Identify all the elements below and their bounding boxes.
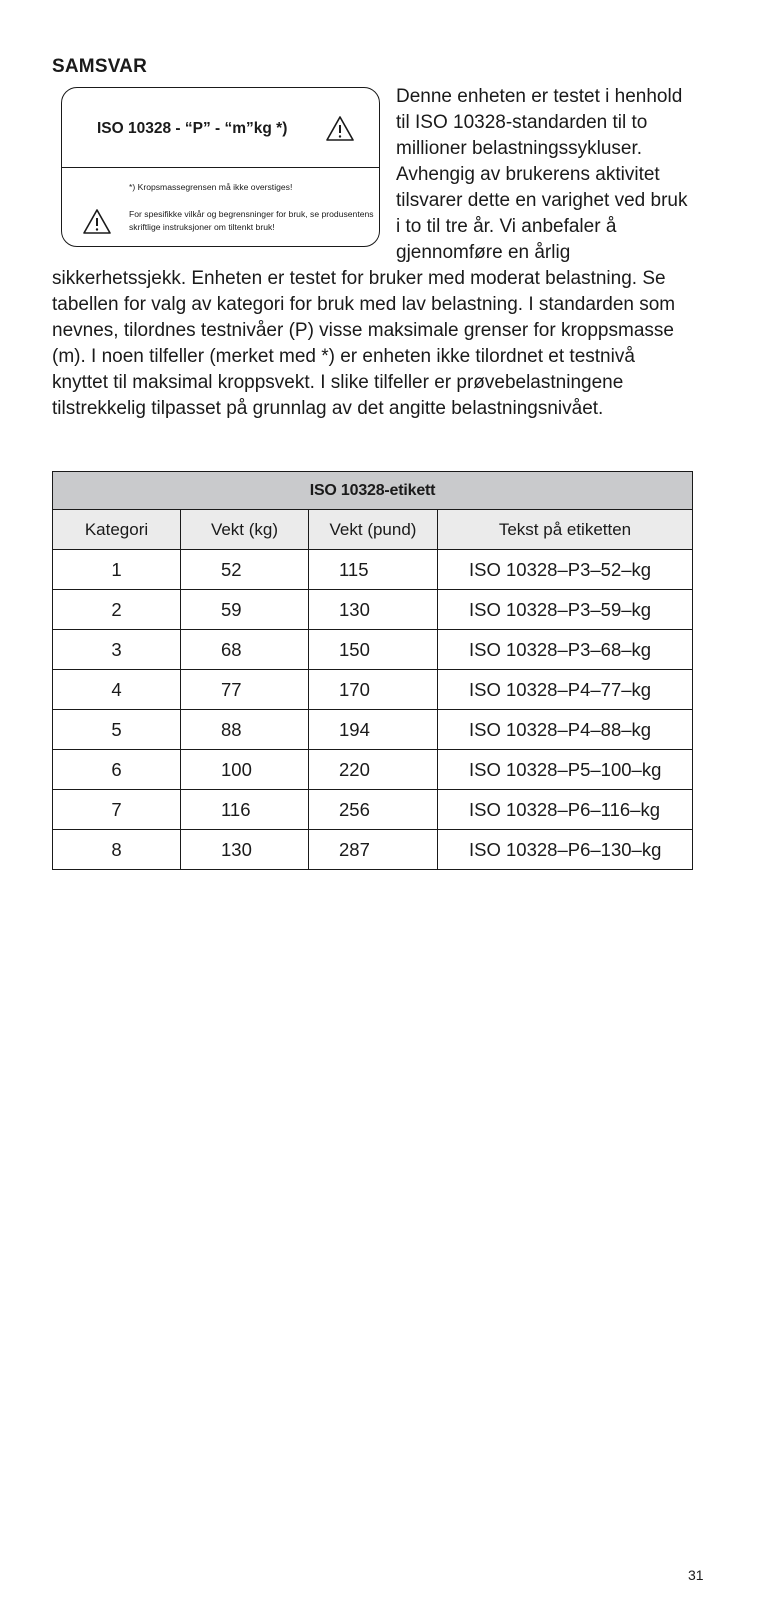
cell-weight-lb: 115 [309,550,438,590]
label-title: ISO 10328 - “P” - “m”kg *) [97,120,288,137]
iso-label-table [52,471,693,870]
cell-weight-kg: 116 [181,790,309,830]
cell-weight-kg: 130 [181,830,309,870]
cell-weight-kg: 88 [181,710,309,750]
cell-weight-lb: 150 [309,630,438,670]
cell-weight-lb: 130 [309,590,438,630]
label-note: *) Kropsmassegrensen må ikke overstiges! [129,182,293,192]
cell-label-text: ISO 10328–P3–52–kg [438,550,693,590]
cell-label-text: ISO 10328–P4–77–kg [438,670,693,710]
body-paragraph-text: Denne enheten er testet i henhold til ISO 10328-standarden til to millioner belastningssykluser. Avhengig av brukerens aktivitet tilsvarer dette en varighet ved bruk i to til tre år. Vi anbefaler å gjennomføre en årlig sikkerhetssjekk. Enheten er testet for bruker med moderat belastning. Se tabellen for valg av kategori for bruk med lav belastning. I standarden som nevnes, tilordnes testnivåer (P) visse maksimale grenser for kroppsmasse (m). I noen tilfeller (merket med *) er enheten ikke tilordnet et testnivå knyttet til maksimal kroppsvekt. I slike tilfeller er prøvebelastningene tilstrekkelig tilpasset på grunnlag av det angitte belastningsnivået. [52,86,688,419]
warning-triangle-icon [325,115,355,142]
cell-weight-lb: 287 [309,830,438,870]
cell-category: 5 [53,710,181,750]
table-row [53,790,693,830]
cell-weight-kg: 52 [181,550,309,590]
cell-label-text: ISO 10328–P5–100–kg [438,750,693,790]
label-instruction: For spesifikke vilkår og begrensninger for bruk, se produsentens skriftlige instruksjoner om tiltenkt bruk! [129,209,374,232]
table-row [53,830,693,870]
cell-weight-kg: 77 [181,670,309,710]
column-header-weight-lb: Vekt (pund) [309,510,438,550]
cell-label-text: ISO 10328–P6–130–kg [438,830,693,870]
cell-category: 3 [53,630,181,670]
cell-weight-lb: 194 [309,710,438,750]
cell-weight-lb: 220 [309,750,438,790]
cell-label-text: ISO 10328–P3–68–kg [438,630,693,670]
table-row [53,750,693,790]
cell-weight-kg: 59 [181,590,309,630]
cell-label-text: ISO 10328–P3–59–kg [438,590,693,630]
cell-category: 7 [53,790,181,830]
table-header-row [53,510,693,550]
cell-category: 6 [53,750,181,790]
column-header-weight-kg: Vekt (kg) [181,510,309,550]
column-header-label-text: Tekst på etiketten [438,510,693,550]
table-row [53,590,693,630]
label-top-section [62,88,379,168]
table-row [53,630,693,670]
section-heading: SAMSVAR [52,56,147,77]
cell-label-text: ISO 10328–P6–116–kg [438,790,693,830]
warning-triangle-icon [82,208,112,235]
cell-weight-kg: 100 [181,750,309,790]
cell-category: 1 [53,550,181,590]
table-caption: ISO 10328-etikett [53,472,693,510]
cell-category: 2 [53,590,181,630]
cell-weight-kg: 68 [181,630,309,670]
cell-category: 4 [53,670,181,710]
page-number: 31 [688,1567,704,1583]
cell-weight-lb: 170 [309,670,438,710]
table-row [53,670,693,710]
iso-label-illustration [61,87,380,247]
cell-weight-lb: 256 [309,790,438,830]
cell-category: 8 [53,830,181,870]
table-row [53,550,693,590]
cell-label-text: ISO 10328–P4–88–kg [438,710,693,750]
table-row [53,710,693,750]
column-header-category: Kategori [53,510,181,550]
